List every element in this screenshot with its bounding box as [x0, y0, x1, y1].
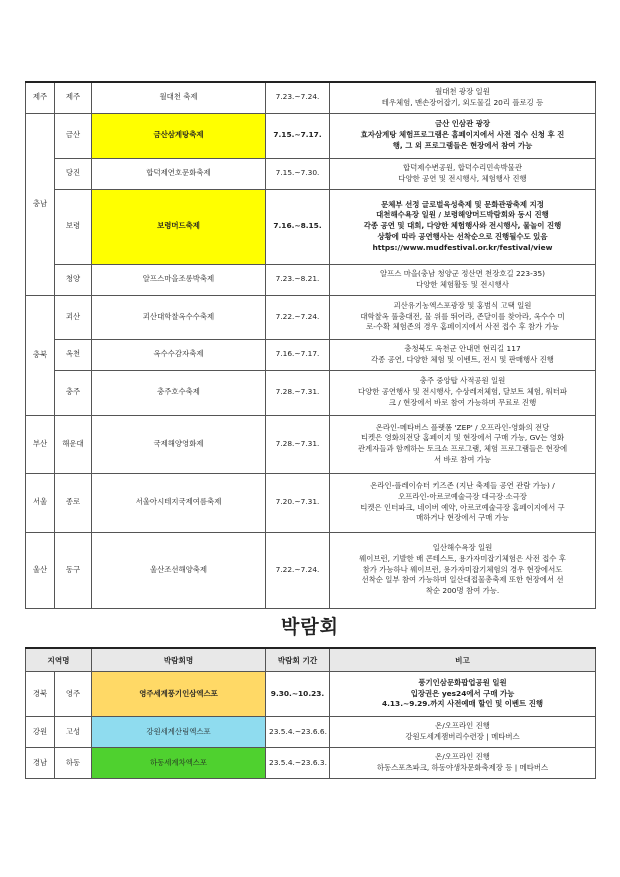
festival-name: 국제해양영화제	[92, 415, 266, 473]
header-expo-name: 박람회명	[92, 648, 266, 672]
expo-table	[25, 647, 596, 779]
desc-line: 충청북도 옥천군 안내면 현리길 117	[404, 343, 521, 353]
festival-period: 7.16.~8.15.	[266, 189, 330, 264]
desc-line: 크 / 현장에서 바로 참여 가능하며 무료로 진행	[388, 397, 537, 407]
desc-line: 합덕제수변공원, 합덕수리민속박물관	[403, 162, 522, 172]
desc-line: 대천해수욕장 일원 / 보령해양머드박람회와 동시 진행	[376, 210, 549, 220]
expo-desc	[330, 748, 596, 779]
desc-line: 하동스포츠파크, 하동야생차문화축제장 등 | 메타버스	[376, 763, 549, 772]
desc-line: 알프스 마을(충남 청양군 정산면 천장호길 223-35)	[379, 268, 546, 278]
desc-line: 문체부 선정 글로벌육성축제 및 문화관광축제 지정	[381, 199, 544, 209]
festival-table	[25, 81, 596, 609]
region-cell: 부산	[26, 415, 55, 473]
festival-period: 7.22.~7.24.	[266, 295, 330, 339]
festival-name: 서울아시테지국제여름축제	[92, 473, 266, 532]
desc-line: 각종 공연 및 대회, 다양한 체험행사와 전시행사, 물놀이 진행	[363, 221, 562, 231]
festival-desc	[330, 158, 596, 189]
table-row	[26, 82, 596, 113]
desc-line: 월대천 광장 일원	[435, 87, 490, 97]
city-cell: 제주	[55, 82, 92, 113]
festival-period: 7.22.~7.24.	[266, 532, 330, 608]
festival-name: 알프스마을조롱박축제	[92, 264, 266, 295]
city-cell: 종로	[55, 473, 92, 532]
festival-name: 괴산대학찰옥수수축제	[92, 295, 266, 339]
festival-desc	[330, 532, 596, 608]
expo-desc	[330, 717, 596, 748]
festival-period: 7.23.~7.24.	[266, 82, 330, 113]
expo-header-row	[26, 648, 596, 672]
region-cell: 경남	[26, 748, 55, 779]
city-cell: 금산	[55, 113, 92, 158]
header-region: 지역명	[26, 648, 92, 672]
table-row	[26, 370, 596, 415]
desc-line: 서 바로 참여 가능	[433, 454, 492, 464]
festival-name: 옥수수감자축제	[92, 339, 266, 370]
festival-period: 7.28.~7.31.	[266, 415, 330, 473]
festival-period: 7.23.~8.21.	[266, 264, 330, 295]
festival-desc	[330, 473, 596, 532]
expo-name: 영주세계풍기인삼엑스포	[92, 672, 266, 717]
expo-period: 23.5.4.~23.6.3.	[266, 748, 330, 779]
desc-line: 테우체험, 맨손장어잡기, 외도물길 20리 플로깅 등	[381, 97, 544, 107]
table-row	[26, 113, 596, 158]
festival-period: 7.16.~7.17.	[266, 339, 330, 370]
city-cell: 괴산	[55, 295, 92, 339]
desc-line: 대학찰옥 풀충대전, 물 위를 뛰어라, 존달이를 찾아라, 옥수수 미	[360, 311, 565, 321]
table-row	[26, 264, 596, 295]
desc-line: 행, 그 외 프로그램들은 현장에서 참여 가능	[392, 140, 533, 150]
table-row	[26, 295, 596, 339]
desc-line: 풍기인삼문화팝업공원 일원	[418, 677, 507, 687]
desc-line: 다양한 체험활동 및 전시행사	[416, 279, 509, 289]
city-cell: 해운대	[55, 415, 92, 473]
table-row	[26, 339, 596, 370]
festival-name: 보령머드축제	[92, 189, 266, 264]
region-cell: 충북	[26, 295, 55, 415]
festival-desc	[330, 82, 596, 113]
desc-line: 상황에 따라 공연행사는 선착순으로 진행될수도 있음	[377, 231, 548, 241]
desc-line: 온/오프라인 진행	[435, 752, 490, 762]
desc-line: 다양한 공연행사 및 전시행사, 수상레저체험, 달보트 체험, 워터파	[357, 387, 568, 397]
region-cell: 울산	[26, 532, 55, 608]
desc-line: 선착순 일부 참여 가능하며 일산대접물총축제 또한 현장에서 선	[361, 575, 564, 585]
city-cell: 고성	[55, 717, 92, 748]
city-cell: 충주	[55, 370, 92, 415]
festival-name: 금산삼계탕축제	[92, 113, 266, 158]
table-row	[26, 717, 596, 748]
festival-period: 7.20.~7.31.	[266, 473, 330, 532]
festival-desc	[330, 189, 596, 264]
desc-line: 관계자들과 함께하는 토크쇼 프로그램, 체험 프로그램들은 현장에	[357, 444, 568, 453]
festival-desc	[330, 370, 596, 415]
desc-line: 매하거나 현장에서 구매 가능	[416, 513, 509, 523]
desc-line: 티켓은 인터파크, 네이버 예약, 아르코예술극장 홈페이지에서 구	[360, 502, 565, 512]
desc-line: https://www.mudfestival.or.kr/festival/view	[372, 242, 553, 252]
festival-name: 월대천 축제	[92, 82, 266, 113]
expo-period: 9.30.~10.23.	[266, 672, 330, 717]
desc-line: 티켓은 영화의전당 홈페이지 및 현장에서 구매 가능, GV는 영화	[360, 433, 565, 443]
festival-period: 7.15.~7.17.	[266, 113, 330, 158]
city-cell: 영주	[55, 672, 92, 717]
desc-line: 온라인-플레이슈터 키즈존 (지난 축제들 공연 관람 가능) /	[370, 481, 555, 491]
expo-period: 23.5.4.~23.6.6.	[266, 717, 330, 748]
expo-desc	[330, 672, 596, 717]
table-row	[26, 415, 596, 473]
city-cell: 옥천	[55, 339, 92, 370]
region-cell: 강원	[26, 717, 55, 748]
desc-line: 참가 가능하나 웨이브런, 용가자미잡기체험의 경우 현장에서도	[362, 564, 563, 574]
desc-line: 로-수확 체험존의 경우 홈페이지에서 사전 접수 후 참가 가능	[366, 322, 559, 332]
city-cell: 동구	[55, 532, 92, 608]
table-row	[26, 189, 596, 264]
desc-line: 착순 200명 참여 가능.	[425, 586, 500, 596]
desc-line: 온라인-메타버스 플랫폼 'ZEP' / 오프라인-영화의 전당	[375, 422, 550, 432]
region-cell: 제주	[26, 82, 55, 113]
city-cell: 당진	[55, 158, 92, 189]
expo-heading: 박람회	[280, 616, 340, 638]
expo-name: 하동세계차엑스포	[92, 748, 266, 779]
expo-name: 강원세계산림엑스포	[92, 717, 266, 748]
region-cell: 경북	[26, 672, 55, 717]
desc-line: 일산해수욕장 일원	[432, 543, 493, 553]
desc-line: 효자삼계탕 체험프로그램은 홈페이지에서 사전 접수 신청 후 진	[360, 130, 565, 140]
festival-desc	[330, 264, 596, 295]
festival-name: 충주호수축제	[92, 370, 266, 415]
festival-desc	[330, 415, 596, 473]
desc-line: 입장권은 yes24에서 구매 가능	[410, 688, 515, 698]
table-row	[26, 473, 596, 532]
region-cell: 충남	[26, 113, 55, 295]
desc-line: 괴산유기농엑스포광장 및 홍범식 고택 일원	[393, 300, 532, 310]
table-row	[26, 158, 596, 189]
festival-desc	[330, 113, 596, 158]
header-note: 비고	[330, 648, 596, 672]
desc-line: 금산 인삼관 광장	[434, 119, 491, 129]
festival-period: 7.15.~7.30.	[266, 158, 330, 189]
desc-line: 각종 공연, 다양한 체험 및 이벤트, 전시 및 판매행사 진행	[371, 354, 554, 364]
desc-line: 충주 중앙탑 사적공원 일원	[419, 376, 506, 386]
city-cell: 청양	[55, 264, 92, 295]
festival-desc	[330, 295, 596, 339]
city-cell: 보령	[55, 189, 92, 264]
city-cell: 하동	[55, 748, 92, 779]
festival-name: 합덕제연호문화축제	[92, 158, 266, 189]
desc-line: 웨이브런, 기발한 배 콘테스트, 용가자미잡기체험은 사전 접수 후	[359, 553, 566, 563]
desc-line: 온/오프라인 진행	[435, 721, 490, 731]
festival-name: 울산조선해양축제	[92, 532, 266, 608]
desc-line: 오프라인-아르코예술극장 대극장·소극장	[398, 491, 527, 501]
header-expo-period: 박람회 기간	[266, 648, 330, 672]
table-row	[26, 748, 596, 779]
table-row	[26, 672, 596, 717]
desc-line: 4.13.~9.29.까지 사전예매 할인 및 이벤트 진행	[381, 699, 544, 709]
festival-period: 7.28.~7.31.	[266, 370, 330, 415]
desc-line: 다양한 공연 및 전시행사, 체험행사 진행	[398, 173, 527, 183]
desc-line: 강원도세계잼버리수련장 | 메타버스	[405, 732, 520, 741]
table-row	[26, 532, 596, 608]
region-cell: 서울	[26, 473, 55, 532]
festival-desc	[330, 339, 596, 370]
